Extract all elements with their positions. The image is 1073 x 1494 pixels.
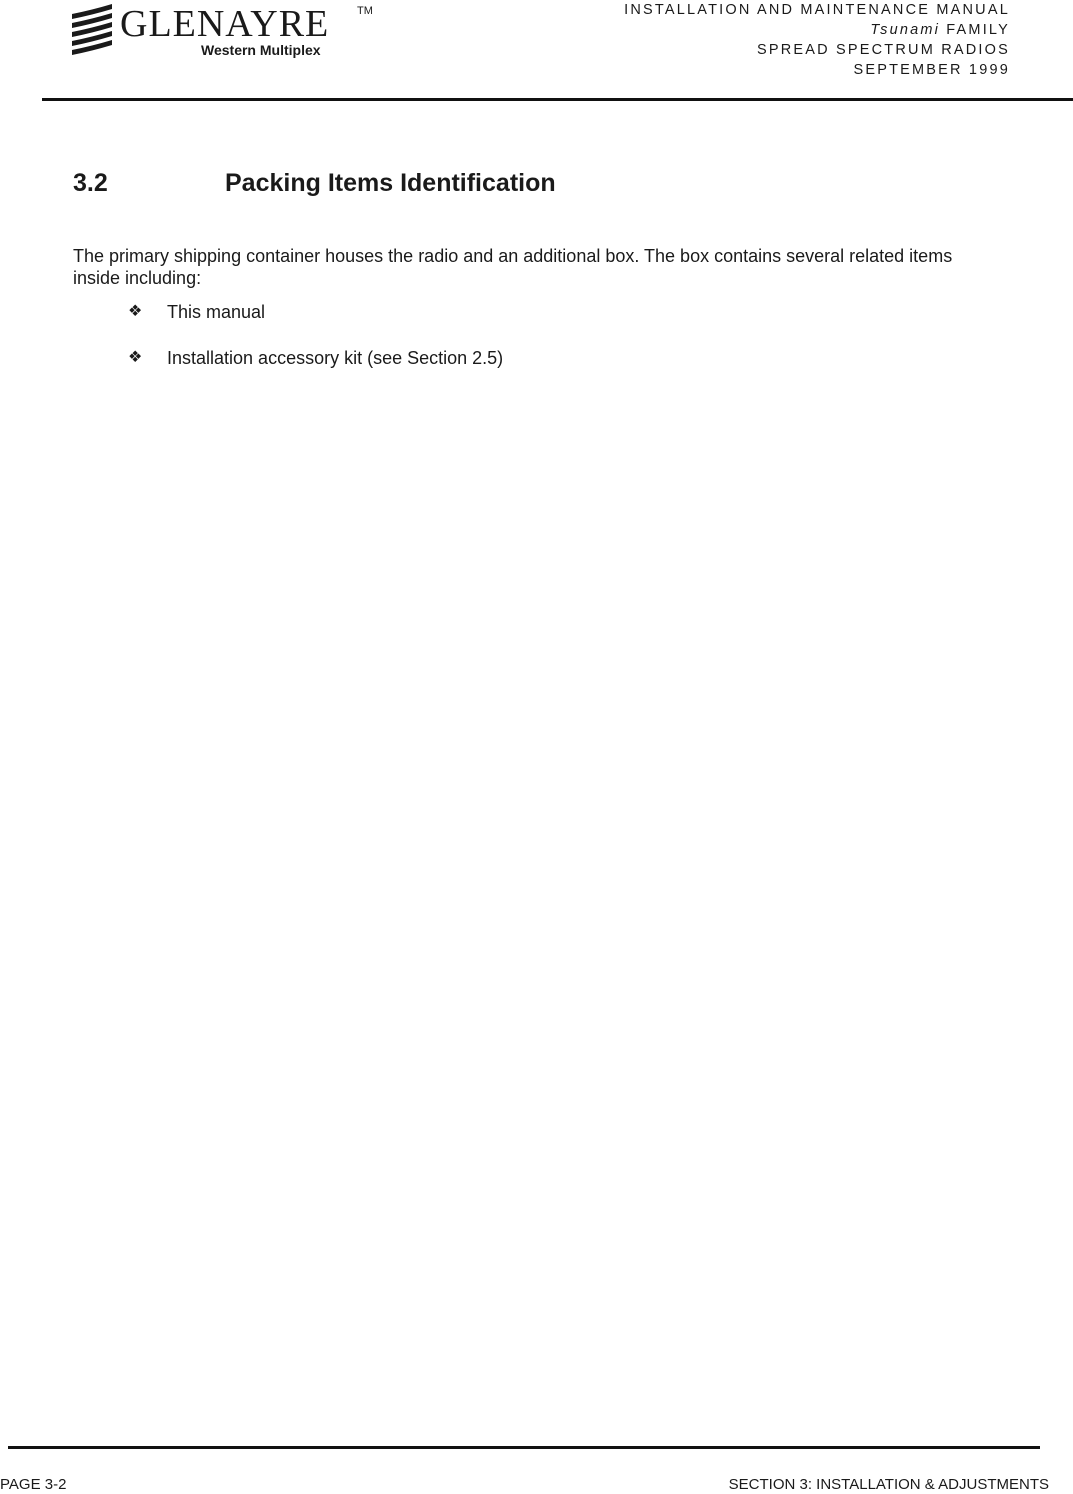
footer-section-name: SECTION 3: INSTALLATION & ADJUSTMENTS [728, 1476, 1049, 1493]
list-item [128, 347, 503, 369]
packing-items-list [128, 301, 503, 393]
footer-divider [8, 1446, 1040, 1449]
family-name: Tsunami [870, 22, 941, 38]
list-item-label: Installation accessory kit (see Section 2.5) [167, 348, 504, 368]
header-divider [42, 98, 1073, 101]
publication-date: SEPTEMBER 1999 [853, 62, 1010, 78]
svg-text:GLENAYRE: GLENAYRE [120, 3, 330, 45]
section-number: 3.2 [73, 169, 108, 197]
section-heading [73, 167, 556, 199]
list-item [128, 301, 503, 323]
svg-text:TM: TM [357, 5, 373, 17]
swoosh-stripes-logo-icon [70, 0, 373, 62]
company-logo [70, 0, 373, 62]
page-number: PAGE 3-2 [0, 1476, 67, 1493]
intro-paragraph: The primary shipping container houses the radio and an additional box. The box contains several related items inside including: [73, 246, 953, 288]
document-header [624, 0, 1010, 80]
diamond-bullet-icon: ❖ [128, 303, 143, 320]
section-title: Packing Items Identification [225, 169, 556, 197]
family-suffix: FAMILY [940, 22, 1010, 38]
manual-title: INSTALLATION AND MAINTENANCE MANUAL [624, 2, 1010, 18]
list-item-label: This manual [167, 302, 266, 322]
product-name: SPREAD SPECTRUM RADIOS [756, 42, 1010, 58]
product-family [624, 20, 1010, 40]
diamond-bullet-icon: ❖ [128, 349, 143, 366]
svg-text:Western Multiplex: Western Multiplex [201, 42, 321, 58]
